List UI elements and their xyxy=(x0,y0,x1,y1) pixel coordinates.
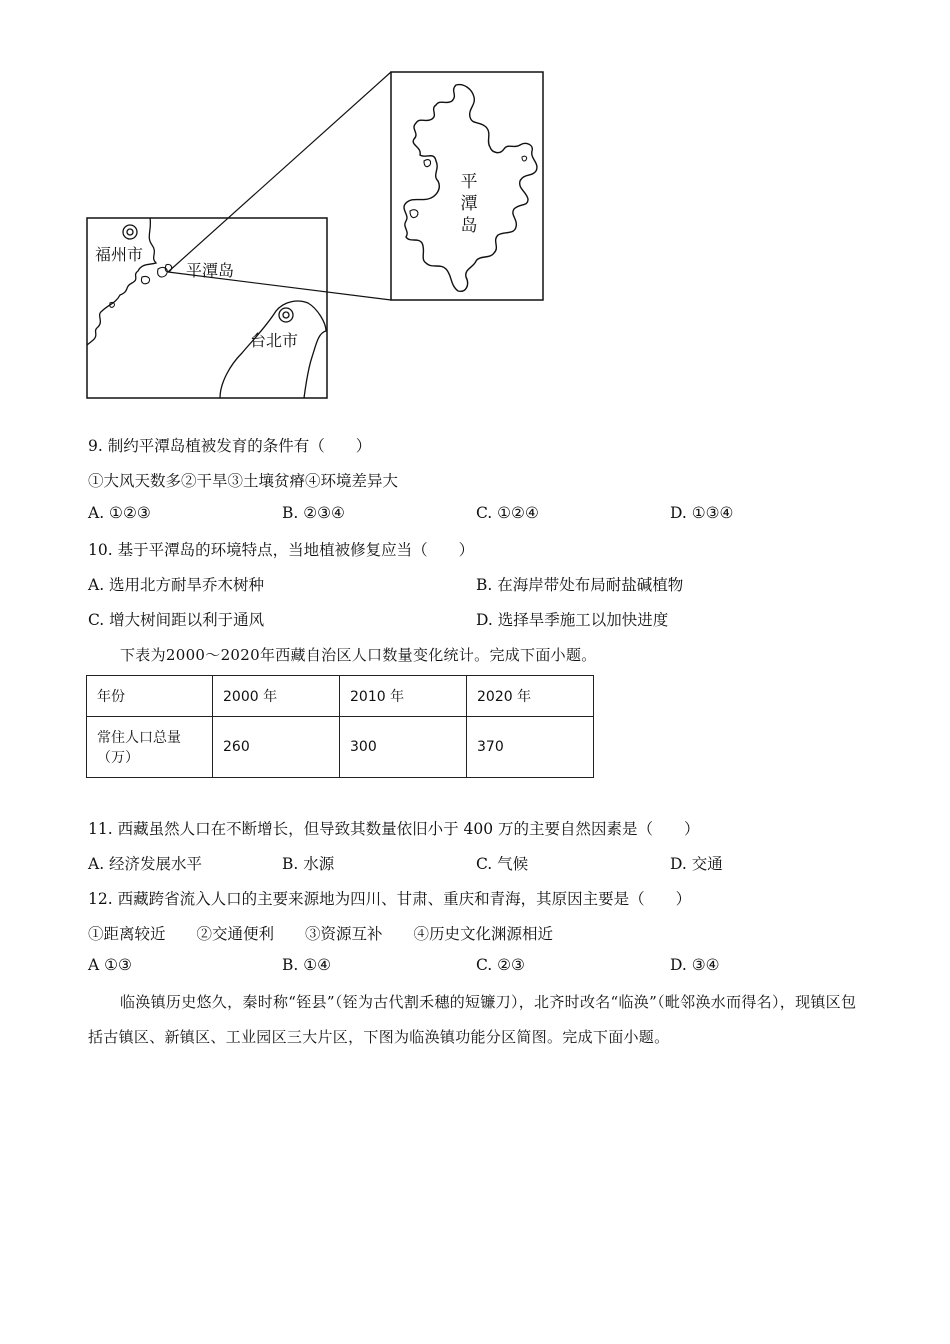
q10-option-c[interactable]: C. 增大树间距以利于通风 xyxy=(88,611,265,629)
table-cell: 370 xyxy=(467,717,594,778)
q12-option-d[interactable]: D. ③④ xyxy=(670,956,720,974)
q11-option-d[interactable]: D. 交通 xyxy=(670,855,723,873)
table-intro: 下表为2000～2020年西藏自治区人口数量变化统计。完成下面小题。 xyxy=(120,646,597,664)
q9-option-a[interactable]: A. ①②③ xyxy=(88,504,151,522)
q10-option-a[interactable]: A. 选用北方耐旱乔木树种 xyxy=(88,576,265,594)
town-intro: 临涣镇历史悠久，秦时称“铚县”（铚为古代割禾穗的短镰刀），北齐时改名“临涣”（毗邻涣水而得名），现镇区包括古镇区、新镇区、工业园区三大片区，下图为临涣镇功能分区简图。完成下面小题。 xyxy=(88,993,857,1046)
table-header-row xyxy=(87,676,594,717)
q12-stem: 12. 西藏跨省流入人口的主要来源地为四川、甘肃、重庆和青海，其原因主要是（ ） xyxy=(88,890,692,908)
q9-items: ①大风天数多②干旱③土壤贫瘠④环境差异大 xyxy=(88,472,399,490)
table-row xyxy=(87,717,594,778)
q12-option-c[interactable]: C. ②③ xyxy=(476,956,525,974)
q10-stem: 10. 基于平潭岛的环境特点，当地植被修复应当（ ） xyxy=(88,541,475,559)
q12-items: ①距离较近 ②交通便利 ③资源互补 ④历史文化渊源相近 xyxy=(88,925,554,943)
q9-option-b[interactable]: B. ②③④ xyxy=(282,504,345,522)
q12-option-b[interactable]: B. ①④ xyxy=(282,956,332,974)
inset-pingtan-label: 平 潭 岛 xyxy=(460,172,478,236)
q11-stem: 11. 西藏虽然人口在不断增长，但导致其数量依旧小于 400 万的主要自然因素是（ ） xyxy=(88,820,700,838)
pingtan-label: 平潭岛 xyxy=(186,261,235,280)
table-header-cell: 2020 年 xyxy=(467,676,594,717)
mainland-coastline xyxy=(87,218,156,345)
q11-option-b[interactable]: B. 水源 xyxy=(282,855,335,873)
map-figure xyxy=(80,65,560,405)
table-header-cell: 2000 年 xyxy=(213,676,340,717)
table-cell: 300 xyxy=(340,717,467,778)
table-cell: 常住人口总量（万） xyxy=(87,717,213,778)
population-table xyxy=(86,675,594,778)
taipei-label: 台北市 xyxy=(250,331,299,350)
q9-stem: 9. 制约平潭岛植被发育的条件有（ ） xyxy=(88,437,372,455)
table-cell: 260 xyxy=(213,717,340,778)
map-drawing xyxy=(80,65,560,405)
fuzhou-label: 福州市 xyxy=(95,245,144,264)
connector-line-top xyxy=(168,72,391,272)
q9-option-d[interactable]: D. ①③④ xyxy=(670,504,734,522)
q10-option-b[interactable]: B. 在海岸带处布局耐盐碱植物 xyxy=(476,576,684,594)
q9-option-c[interactable]: C. ①②④ xyxy=(476,504,539,522)
q12-option-a[interactable]: A ①③ xyxy=(88,956,132,974)
q11-option-c[interactable]: C. 气候 xyxy=(476,855,529,873)
q11-option-a[interactable]: A. 经济发展水平 xyxy=(88,855,203,873)
table-header-cell: 年份 xyxy=(87,676,213,717)
table-header-cell: 2010 年 xyxy=(340,676,467,717)
q10-option-d[interactable]: D. 选择旱季施工以加快进度 xyxy=(476,611,669,629)
